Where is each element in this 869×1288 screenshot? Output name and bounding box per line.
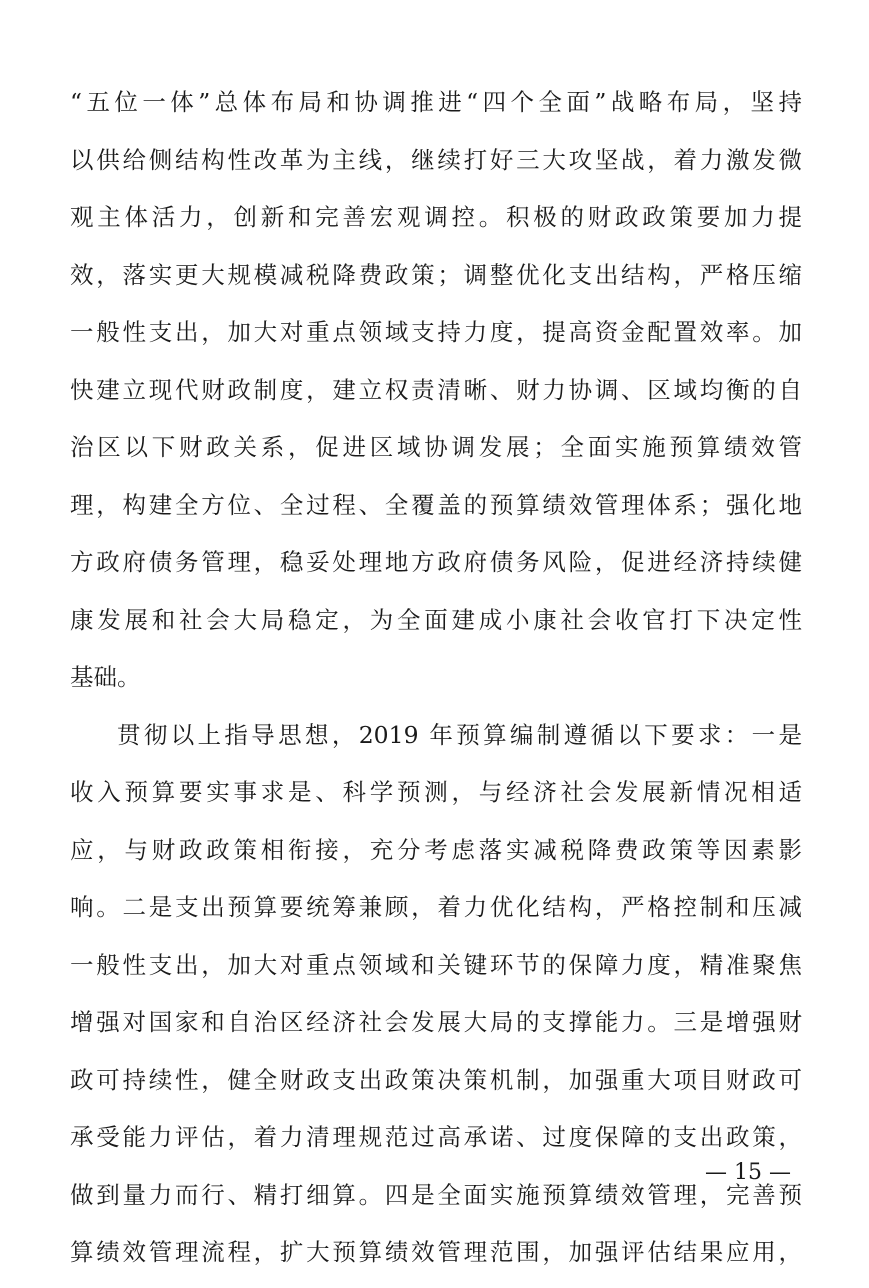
text-line-4: 效，落实更大规模减税降费政策；调整优化支出结构，严格压缩 (70, 260, 802, 289)
text-line-15: 响。二是支出预算要统筹兼顾，着力优化结构，严格控制和压减 (70, 893, 802, 921)
text-line-14: 应，与财政政策相衔接，充分考虑落实减税降费政策等因素影 (70, 835, 802, 864)
body-text (70, 80, 802, 1288)
text-line-12: 贯彻以上指导思想，2019 年预算编制遵循以下要求：一是 (117, 720, 802, 749)
page-number: — 15 — (705, 1160, 791, 1185)
text-line-5: 一般性支出，加大对重点领域支持力度，提高资金配置效率。加 (70, 318, 802, 346)
text-line-20: 做到量力而行、精打细算。四是全面实施预算绩效管理，完善预 (70, 1180, 802, 1209)
text-line-21: 算绩效管理流程，扩大预算绩效管理范围，加强评估结果应用， (70, 1238, 802, 1266)
text-line-16: 一般性支出，加大对重点领域和关键环节的保障力度，精准聚焦 (70, 950, 802, 979)
text-line-17: 增强对国家和自治区经济社会发展大局的支撑能力。三是增强财 (70, 1008, 802, 1036)
text-line-3: 观主体活力，创新和完善宏观调控。积极的财政政策要加力提 (70, 203, 802, 231)
text-line-6: 快建立现代财政制度，建立权责清晰、财力协调、区域均衡的自 (70, 375, 802, 404)
text-line-8: 理，构建全方位、全过程、全覆盖的预算绩效管理体系；强化地 (70, 490, 802, 519)
text-line-2: 以供给侧结构性改革为主线，继续打好三大攻坚战，着力激发微 (70, 145, 802, 174)
text-line-11: 基础。 (70, 663, 141, 691)
text-line-9: 方政府债务管理，稳妥处理地方政府债务风险，促进经济持续健 (70, 548, 802, 576)
text-line-13: 收入预算要实事求是、科学预测，与经济社会发展新情况相适 (70, 778, 802, 806)
text-line-1: “五位一体”总体布局和协调推进“四个全面”战略布局，坚持 (70, 88, 802, 116)
text-line-18: 政可持续性，健全财政支出政策决策机制，加强重大项目财政可 (70, 1065, 802, 1094)
text-line-19: 承受能力评估，着力清理规范过高承诺、过度保障的支出政策， (70, 1123, 802, 1151)
text-line-7: 治区以下财政关系，促进区域协调发展；全面实施预算绩效管 (70, 433, 802, 461)
text-line-10: 康发展和社会大局稳定，为全面建成小康社会收官打下决定性 (70, 605, 802, 634)
